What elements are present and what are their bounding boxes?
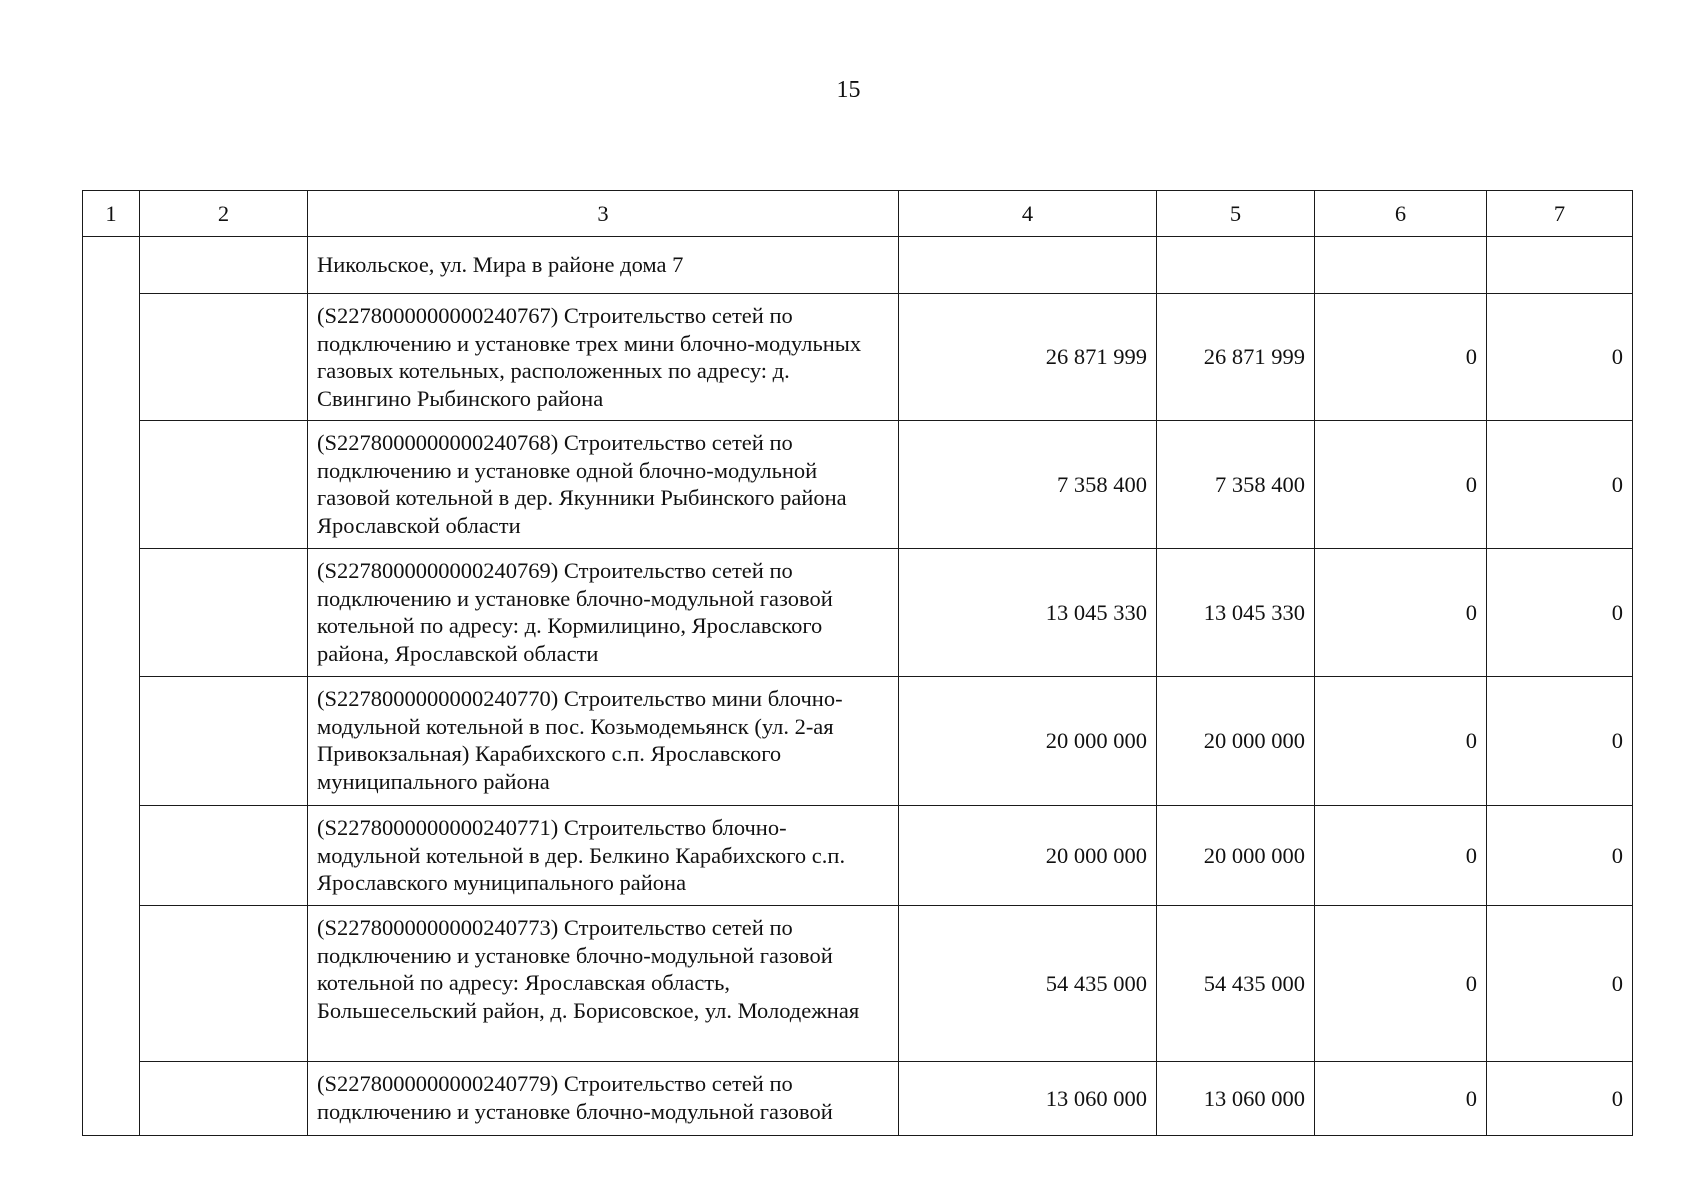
table-row	[83, 549, 1633, 677]
column-header: 5	[1157, 191, 1315, 237]
description-cell: (S227800000000024076​7) Строительство сетей по подключению и установке трех мини блочно-модульных газовых котельных, расположенных по адресу: д. Свингино Рыбинского района	[308, 294, 899, 421]
amount-total-cell: 13 060 000	[899, 1062, 1157, 1136]
column-header: 4	[899, 191, 1157, 237]
amount-federal-cell: 0	[1315, 806, 1487, 906]
amount-other-cell: 0	[1487, 1062, 1633, 1136]
code-cell	[140, 906, 308, 1062]
amount-total-cell: 54 435 000	[899, 906, 1157, 1062]
amount-total-cell: 20 000 000	[899, 806, 1157, 906]
column-header: 3	[308, 191, 899, 237]
amount-total-cell: 20 000 000	[899, 677, 1157, 806]
description-cell: (S2278000000000240769) Строительство сетей по подключению и установке блочно-модульной газовой котельной по адресу: д. Кормилицино, Ярославского района, Ярославской области	[308, 549, 899, 677]
amount-regional-cell: 7 358 400	[1157, 421, 1315, 549]
amount-federal-cell: 0	[1315, 906, 1487, 1062]
code-cell	[140, 806, 308, 906]
description-cell: Никольское, ул. Мира в районе дома 7	[308, 237, 899, 294]
column-header: 6	[1315, 191, 1487, 237]
amount-other-cell	[1487, 237, 1633, 294]
code-cell	[140, 237, 308, 294]
amount-regional-cell: 20 000 000	[1157, 677, 1315, 806]
code-cell	[140, 421, 308, 549]
code-cell	[140, 294, 308, 421]
amount-regional-cell: 54 435 000	[1157, 906, 1315, 1062]
table-row	[83, 421, 1633, 549]
description-cell: (S2278000000000240768) Строительство сетей по подключению и установке одной блочно-модульной газовой котельной в дер. Якунники Рыбинского района Ярославской области	[308, 421, 899, 549]
amount-regional-cell: 26 871 999	[1157, 294, 1315, 421]
amount-other-cell: 0	[1487, 806, 1633, 906]
amount-federal-cell: 0	[1315, 294, 1487, 421]
amount-federal-cell: 0	[1315, 421, 1487, 549]
column-header: 2	[140, 191, 308, 237]
column-header: 1	[83, 191, 140, 237]
table-row	[83, 294, 1633, 421]
amount-federal-cell	[1315, 237, 1487, 294]
table-row	[83, 806, 1633, 906]
description-cell: (S2278000000000240771) Строительство блочно-модульной котельной в дер. Белкино Карабихского с.п. Ярославского муниципального района	[308, 806, 899, 906]
table-row	[83, 906, 1633, 1062]
table-row	[83, 237, 1633, 294]
amount-regional-cell	[1157, 237, 1315, 294]
amount-total-cell: 13 045 330	[899, 549, 1157, 677]
amount-other-cell: 0	[1487, 421, 1633, 549]
header-row	[83, 191, 1633, 237]
row-number-cell	[83, 237, 140, 1136]
table-row	[83, 1062, 1633, 1136]
description-cell: (S2278000000000240770) Строительство мини блочно-модульной котельной в пос. Козьмодемьянск (ул. 2-ая Привокзальная) Карабихского с.п. Ярославского муниципального района	[308, 677, 899, 806]
amount-federal-cell: 0	[1315, 677, 1487, 806]
column-header: 7	[1487, 191, 1633, 237]
amount-other-cell: 0	[1487, 549, 1633, 677]
page-number: 15	[836, 77, 861, 103]
code-cell	[140, 1062, 308, 1136]
description-cell: (S2278000000000240773) Строительство сетей по подключению и установке блочно-модульной газовой котельной по адресу: Ярославская область, Большесельский район, д. Борисовское, ул. Молодежная	[308, 906, 899, 1062]
amount-federal-cell: 0	[1315, 549, 1487, 677]
amount-total-cell: 7 358 400	[899, 421, 1157, 549]
amount-federal-cell: 0	[1315, 1062, 1487, 1136]
amount-regional-cell: 13 045 330	[1157, 549, 1315, 677]
amount-total-cell	[899, 237, 1157, 294]
amount-total-cell: 26 871 999	[899, 294, 1157, 421]
amount-other-cell: 0	[1487, 906, 1633, 1062]
amount-regional-cell: 13 060 000	[1157, 1062, 1315, 1136]
amount-other-cell: 0	[1487, 294, 1633, 421]
code-cell	[140, 677, 308, 806]
description-cell: (S2278000000000240779) Строительство сетей по подключению и установке блочно-модульной газовой	[308, 1062, 899, 1136]
code-cell	[140, 549, 308, 677]
budget-table	[82, 190, 1633, 1136]
amount-regional-cell: 20 000 000	[1157, 806, 1315, 906]
amount-other-cell: 0	[1487, 677, 1633, 806]
table-row	[83, 677, 1633, 806]
